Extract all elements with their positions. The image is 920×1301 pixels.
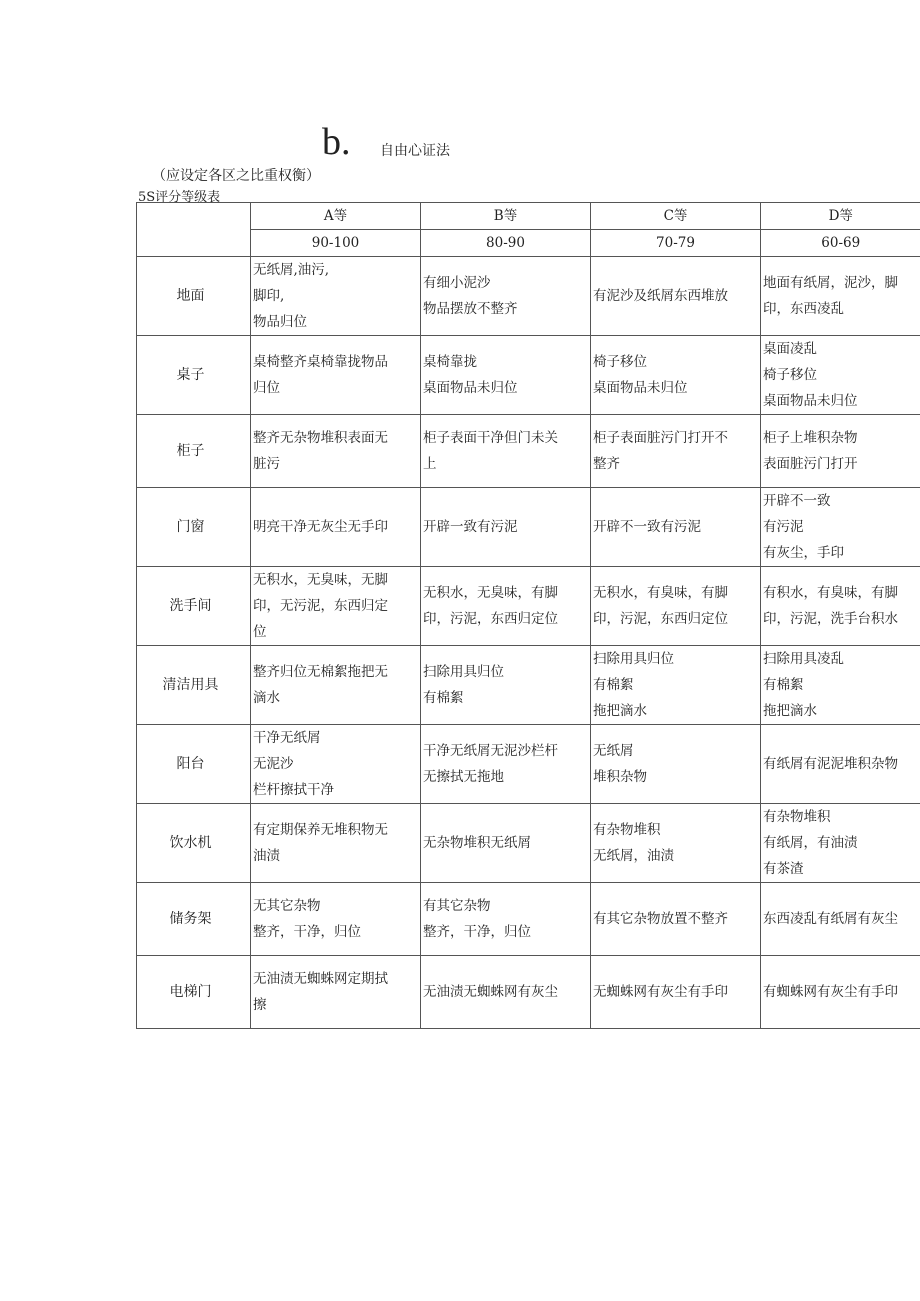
criteria-line: 有污泥 [763,519,804,535]
criteria-line: 滴水 [253,690,280,706]
criteria-line: 柜子表面脏污门打开不 [593,430,728,446]
table-row [137,257,920,336]
criteria-line: 无油渍无蜘蛛网有灰尘 [423,984,558,1000]
grade-a-range: 90-100 [251,230,421,257]
criteria-line: 有泥沙及纸屑东西堆放 [593,288,728,304]
criteria-line: 无纸屑，油渍 [593,848,674,864]
criteria-line: 堆积杂物 [593,769,647,785]
criteria-line: 地面有纸屑，泥沙，脚 [763,275,898,291]
table-row [137,646,920,725]
criteria-line: 有细小泥沙 [423,275,491,291]
table-row [137,488,920,567]
criteria-line: 无纸屑 [593,743,634,759]
criteria-line: 桌面物品未归位 [423,380,518,396]
criteria-cell-grade-d [761,257,920,336]
criteria-cell-grade-d [761,415,920,488]
table-row [137,336,920,415]
grade-d-range: 60-69 [761,230,920,257]
criteria-cell-grade-c [591,488,761,567]
criteria-cell-grade-b [421,488,591,567]
criteria-line: 开辟不一致 [763,493,831,509]
criteria-line: 柜子表面干净但门未关 [423,430,558,446]
criteria-line: 脏污 [253,456,280,472]
area-label: 地面 [137,257,251,336]
criteria-cell-grade-b [421,567,591,646]
area-label: 桌子 [137,336,251,415]
criteria-cell-grade-c [591,257,761,336]
criteria-line: 无油渍无蜘蛛网定期拭 [253,971,388,987]
criteria-line: 有杂物堆积 [593,822,661,838]
criteria-cell-grade-c [591,725,761,804]
criteria-line: 油渍 [253,848,280,864]
criteria-line: 印，东西凌乱 [763,301,844,317]
criteria-line: 无蜘蛛网有灰尘有手印 [593,984,728,1000]
grade-c-range: 70-79 [591,230,761,257]
criteria-line: 桌椅整齐桌椅靠拢物品 [253,354,388,370]
area-label: 清洁用具 [137,646,251,725]
criteria-line: 有其它杂物放置不整齐 [593,911,728,927]
criteria-line: 印，污泥，东西归定位 [593,611,728,627]
table-row [137,415,920,488]
grade-b-range: 80-90 [421,230,591,257]
rating-table [136,202,920,1029]
criteria-line: 扫除用具归位 [593,651,674,667]
criteria-cell-grade-c [591,415,761,488]
criteria-cell-grade-a [251,257,421,336]
criteria-cell-grade-a [251,415,421,488]
criteria-cell-grade-a [251,804,421,883]
criteria-line: 无纸屑,油污, [253,262,330,278]
area-label: 储务架 [137,883,251,956]
criteria-line: 整齐归位无棉絮拖把无 [253,664,388,680]
criteria-line: 归位 [253,380,280,396]
criteria-cell-grade-d [761,488,920,567]
criteria-cell-grade-d [761,804,920,883]
grade-c-label: C等 [591,203,761,230]
area-label: 门窗 [137,488,251,567]
criteria-line: 印，污泥，洗手台积水 [763,611,898,627]
criteria-line: 干净无纸屑无泥沙栏杆 [423,743,558,759]
table-row [137,725,920,804]
criteria-cell-grade-b [421,956,591,1029]
criteria-line: 椅子移位 [593,354,647,370]
criteria-line: 桌面物品未归位 [593,380,688,396]
criteria-line: 桌面凌乱 [763,341,817,357]
area-label: 饮水机 [137,804,251,883]
criteria-cell-grade-c [591,336,761,415]
table-row [137,956,920,1029]
criteria-line: 整齐无杂物堆积表面无 [253,430,388,446]
criteria-line: 无积水，无臭味，有脚 [423,585,558,601]
criteria-cell-grade-d [761,567,920,646]
criteria-cell-grade-a [251,956,421,1029]
criteria-line: 有其它杂物 [423,898,491,914]
criteria-cell-grade-c [591,567,761,646]
criteria-cell-grade-b [421,336,591,415]
criteria-line: 拖把滴水 [763,703,817,719]
criteria-cell-grade-a [251,336,421,415]
criteria-line: 有纸屑有泥泥堆积杂物 [763,756,898,772]
criteria-cell-grade-c [591,883,761,956]
criteria-line: 擦 [253,997,267,1013]
criteria-line: 干净无纸屑 [253,730,321,746]
criteria-cell-grade-a [251,567,421,646]
criteria-line: 上 [423,456,437,472]
criteria-line: 有积水，有臭味，有脚 [763,585,898,601]
criteria-cell-grade-b [421,804,591,883]
criteria-line: 扫除用具凌乱 [763,651,844,667]
criteria-line: 物品归位 [253,314,307,330]
corner-cell [137,203,251,257]
criteria-cell-grade-c [591,646,761,725]
grade-a-label: A等 [251,203,421,230]
criteria-line: 无泥沙 [253,756,294,772]
criteria-cell-grade-d [761,956,920,1029]
section-heading [322,121,450,163]
criteria-line: 有棉絮 [423,690,464,706]
table-row [137,804,920,883]
criteria-line: 印，污泥，东西归定位 [423,611,558,627]
criteria-line: 无杂物堆积无纸屑 [423,835,531,851]
criteria-line: 无其它杂物 [253,898,321,914]
criteria-line: 物品摆放不整齐 [423,301,518,317]
criteria-line: 明亮干净无灰尘无手印 [253,519,388,535]
area-label: 洗手间 [137,567,251,646]
criteria-line: 有棉絮 [763,677,804,693]
criteria-line: 扫除用具归位 [423,664,504,680]
criteria-line: 东西凌乱有纸屑有灰尘 [763,911,898,927]
criteria-cell-grade-d [761,725,920,804]
criteria-line: 有棉絮 [593,677,634,693]
grade-b-label: B等 [421,203,591,230]
criteria-line: 桌椅靠拢 [423,354,477,370]
criteria-cell-grade-b [421,257,591,336]
weighting-note: （应设定各区之比重权衡） [152,168,320,184]
criteria-cell-grade-b [421,646,591,725]
criteria-line: 有灰尘，手印 [763,545,844,561]
criteria-cell-grade-d [761,336,920,415]
criteria-cell-grade-d [761,646,920,725]
criteria-line: 有蜘蛛网有灰尘有手印 [763,984,898,1000]
criteria-cell-grade-a [251,488,421,567]
criteria-cell-grade-a [251,646,421,725]
criteria-line: 整齐 [593,456,620,472]
criteria-line: 柜子上堆积杂物 [763,430,858,446]
criteria-line: 位 [253,624,267,640]
table-title: 5S评分等级表 [138,190,221,205]
criteria-line: 有杂物堆积 [763,809,831,825]
section-title: 自由心证法 [380,143,450,159]
criteria-cell-grade-a [251,883,421,956]
criteria-line: 椅子移位 [763,367,817,383]
criteria-cell-grade-a [251,725,421,804]
criteria-line: 无积水，有臭味，有脚 [593,585,728,601]
criteria-line: 无积水，无臭味，无脚 [253,572,388,588]
grade-d-label: D等 [761,203,920,230]
criteria-line: 开辟一致有污泥 [423,519,518,535]
table-row [137,883,920,956]
criteria-cell-grade-b [421,883,591,956]
criteria-line: 无擦拭无拖地 [423,769,504,785]
criteria-cell-grade-c [591,804,761,883]
criteria-line: 整齐，干净，归位 [423,924,531,940]
criteria-line: 整齐，干净，归位 [253,924,361,940]
criteria-line: 表面脏污门打开 [763,456,858,472]
criteria-line: 桌面物品未归位 [763,393,858,409]
criteria-line: 印，无污泥，东西归定 [253,598,388,614]
criteria-cell-grade-c [591,956,761,1029]
criteria-cell-grade-b [421,725,591,804]
criteria-cell-grade-b [421,415,591,488]
table-row [137,567,920,646]
area-label: 阳台 [137,725,251,804]
area-label: 电梯门 [137,956,251,1029]
criteria-line: 脚印, [253,288,285,304]
criteria-line: 栏杆擦拭干净 [253,782,334,798]
criteria-line: 开辟不一致有污泥 [593,519,701,535]
area-label: 柜子 [137,415,251,488]
score-range-row [137,230,920,257]
criteria-cell-grade-d [761,883,920,956]
grade-header-row [137,203,920,230]
section-marker: b. [322,121,351,163]
criteria-line: 拖把滴水 [593,703,647,719]
criteria-line: 有定期保养无堆积物无 [253,822,388,838]
criteria-line: 有茶渣 [763,861,804,877]
criteria-line: 有纸屑，有油渍 [763,835,858,851]
